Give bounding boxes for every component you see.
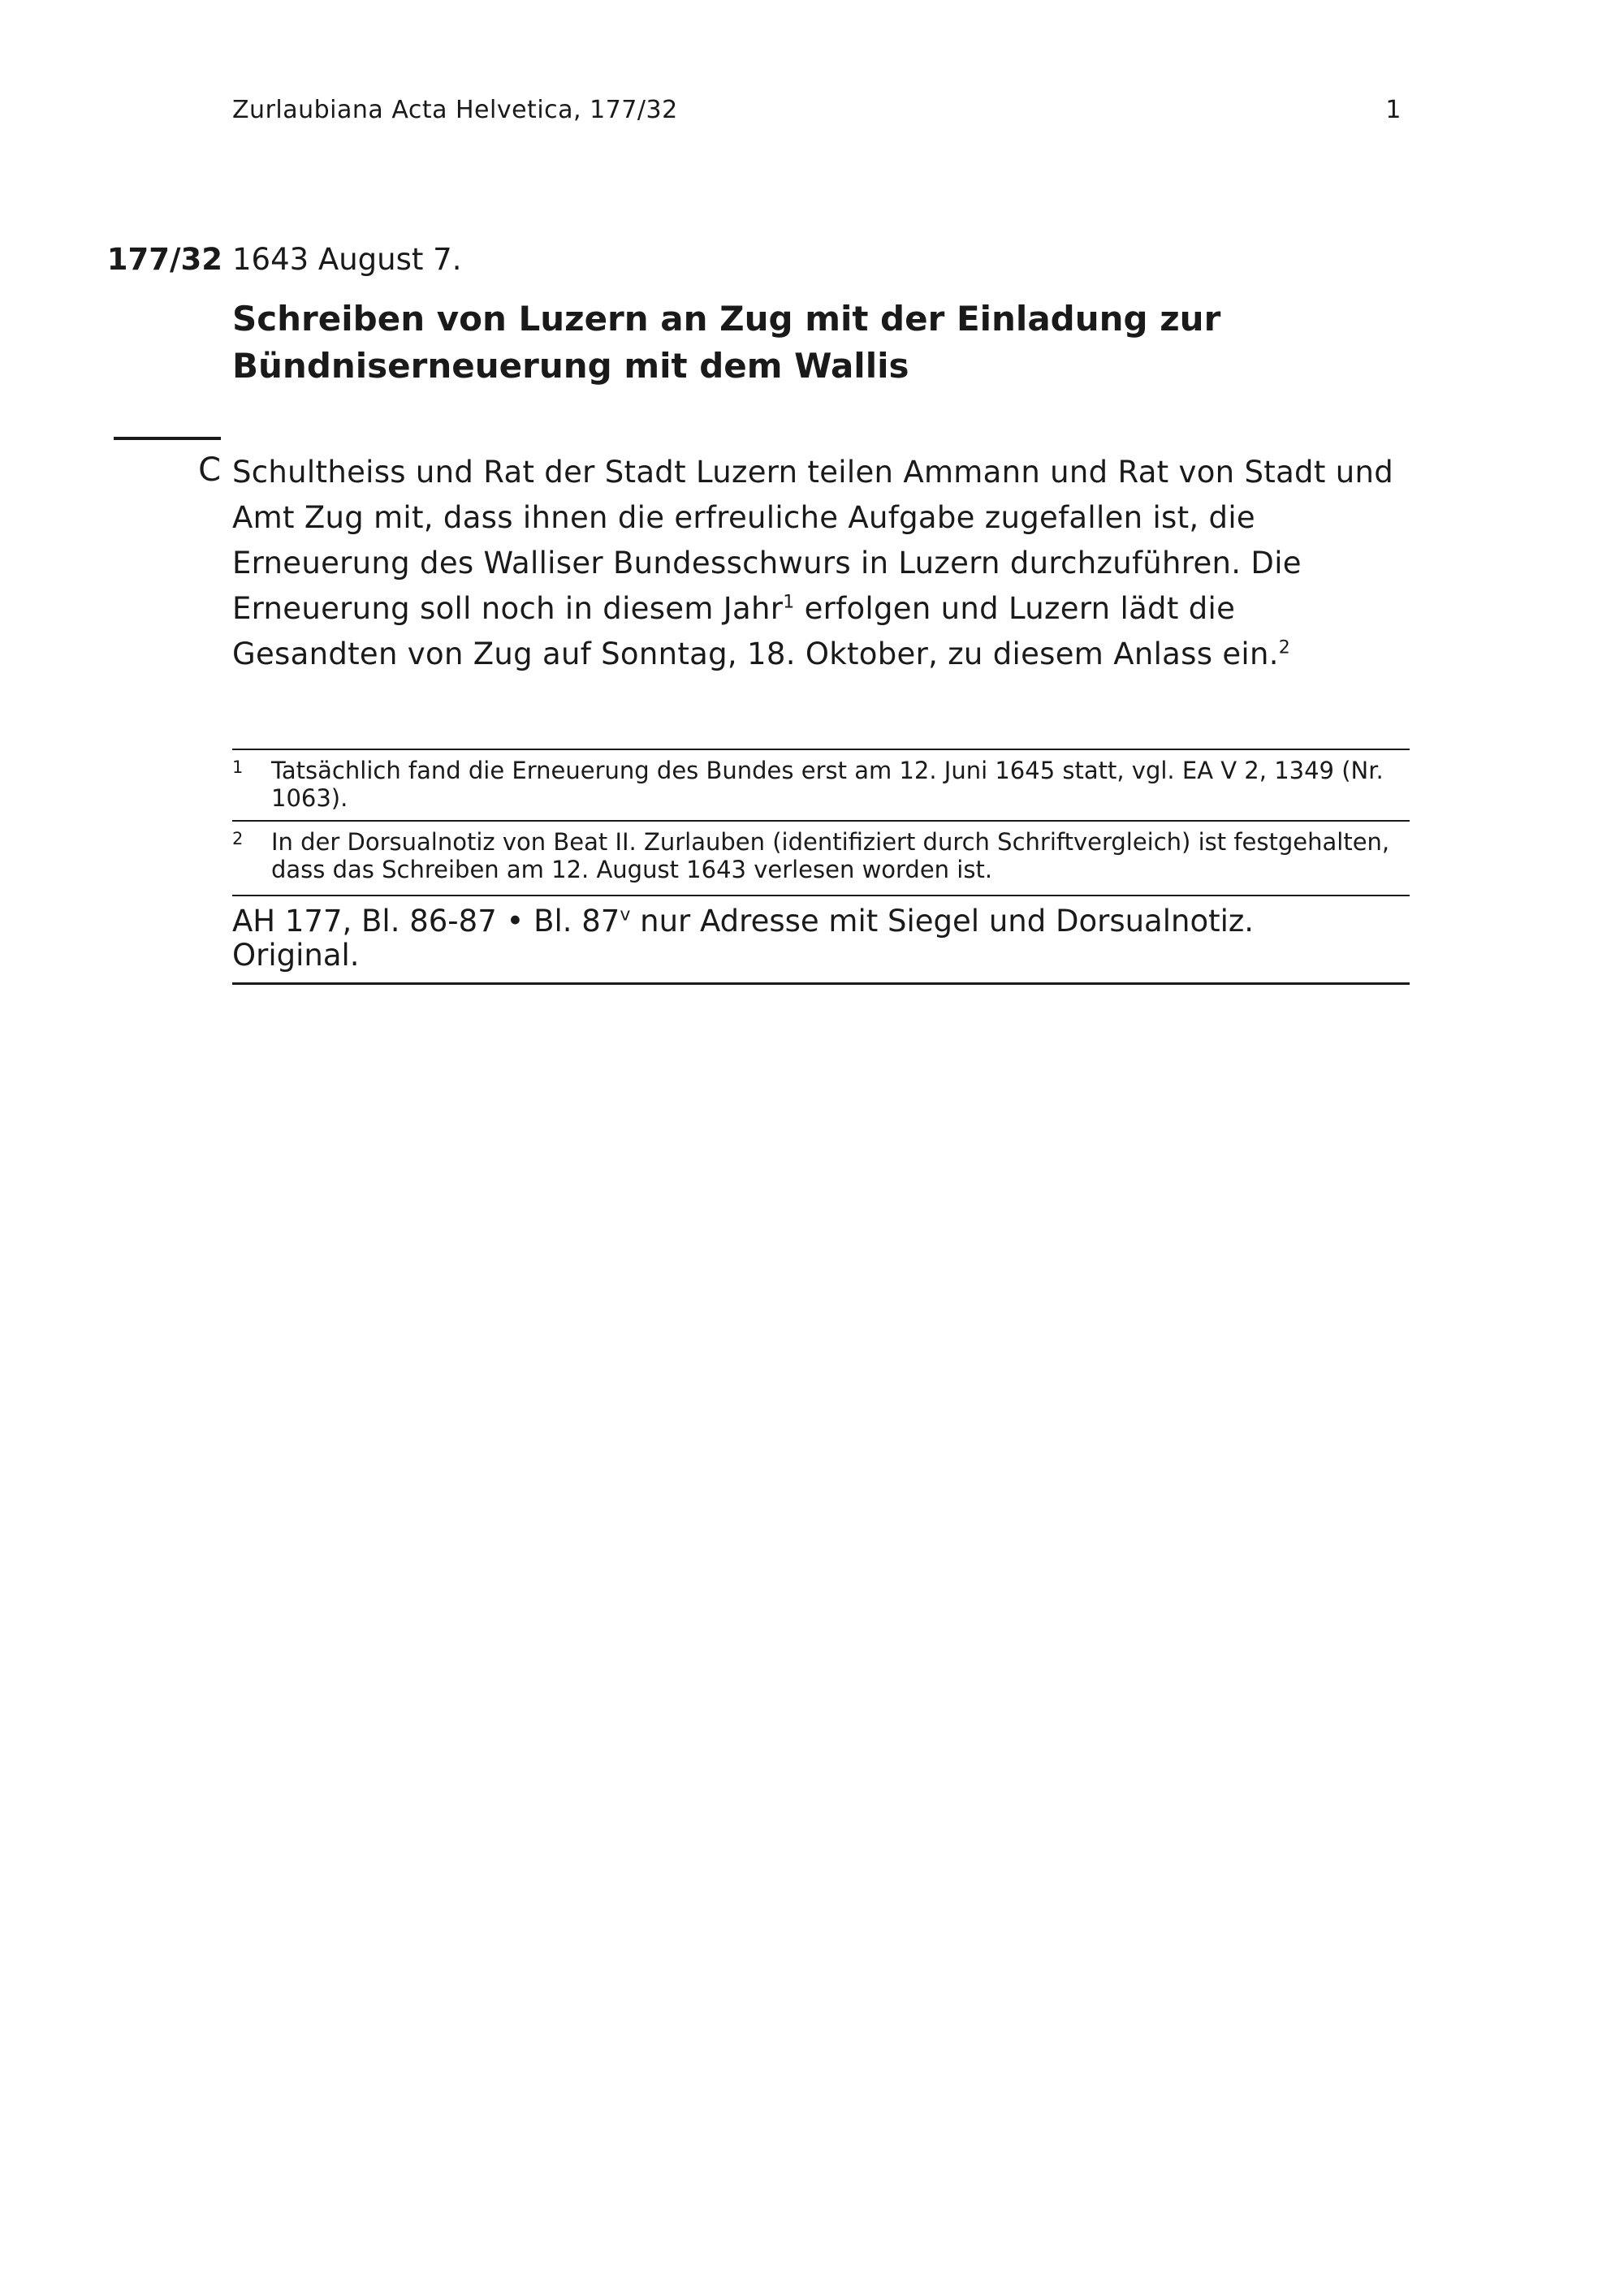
footnote-number: 2	[232, 829, 244, 848]
footnote-1	[232, 749, 1410, 820]
source-reference	[232, 895, 1410, 985]
margin-rule	[114, 437, 221, 440]
regest-text	[232, 450, 1402, 677]
document-title	[232, 296, 1402, 390]
document-title-line-2: Bündniserneuerung mit dem Wallis	[232, 346, 909, 386]
footnote-ref-1[interactable]: 1	[783, 592, 795, 613]
source-line-2: Original.	[232, 938, 360, 973]
source-signature: AH 177, Bl. 86-87 • Bl. 87	[232, 904, 620, 939]
document-title-line-1: Schreiben von Luzern an Zug mit der Einladung zur	[232, 299, 1221, 339]
footnote-number: 1	[232, 757, 244, 777]
footnote-text: In der Dorsualnotiz von Beat II. Zurlauben (identifiziert durch Schriftvergleich) ist festgehalten, dass das Schreiben am 12. August 1643 verlesen worden ist.	[271, 828, 1390, 883]
regest-part-2: erfolgen und Luzern lädt die Gesandten von Zug auf Sonntag, 18. Oktober, zu diesem Anlass ein.	[232, 591, 1279, 671]
footnote-2	[232, 820, 1410, 891]
source-description: nur Adresse mit Siegel und Dorsualnotiz.	[630, 904, 1255, 939]
footnote-text: Tatsächlich fand die Erneuerung des Bundes erst am 12. Juni 1645 statt, vgl. EA V 2, 1349 (Nr. 1063).	[271, 757, 1384, 812]
footnote-ref-2[interactable]: 2	[1278, 637, 1291, 658]
document-number: 177/32	[106, 242, 222, 277]
regest-part-1: Schultheiss und Rat der Stadt Luzern teilen Ammann und Rat von Stadt und Amt Zug mit, dass ihnen die erfreuliche Aufgabe zugefallen ist, die Erneuerung des Walliser Bundesschwurs in Luzern durchzuführen. Die Erneuerung soll noch in diesem Jahr	[232, 455, 1394, 626]
running-header-title: Zurlaubiana Acta Helvetica, 177/32	[232, 96, 678, 124]
page-number: 1	[1385, 96, 1402, 124]
source-line-1	[232, 904, 1410, 939]
document-date: 1643 August 7.	[232, 242, 462, 277]
margin-marker: C	[198, 451, 221, 489]
footnotes	[232, 749, 1410, 891]
verso-mark: v	[620, 904, 631, 926]
